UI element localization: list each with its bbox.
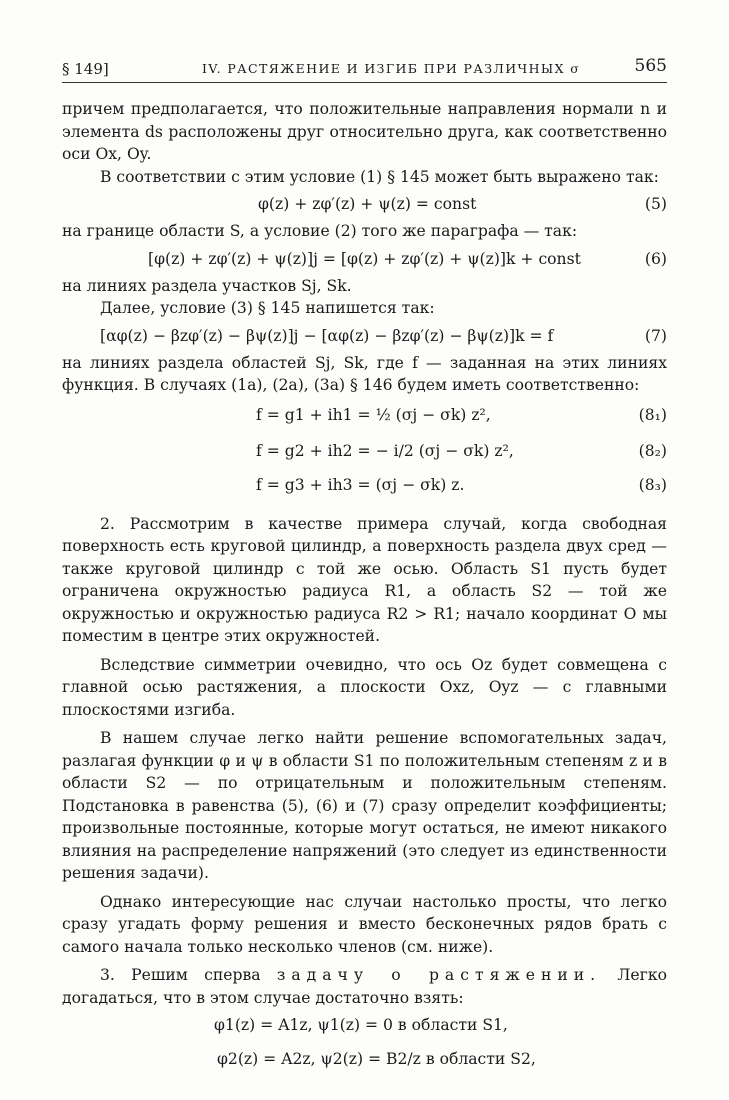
- section-reference: § 149]: [62, 60, 109, 78]
- solution-1-formula: φ1(z) = A1z, ψ1(z) = 0 в области S1,: [214, 1016, 508, 1034]
- paragraph-11: [62, 964, 667, 1009]
- equation-8-3-formula: f = g3 + ih3 = (σj − σk) z.: [256, 475, 465, 494]
- equation-8-1-formula: f = g1 + ih1 = ½ (σj − σk) z²,: [256, 405, 491, 424]
- paragraph-1: причем предполагается, что положительные направления нормали n и элемента ds расположены друг относительно друга, как соответственно оси Ox, Oy.: [62, 100, 667, 163]
- equation-5: [62, 188, 667, 220]
- equation-8-2-number: (8₂): [638, 441, 667, 460]
- paragraph-2: В соответствии с этим условие (1) § 145 может быть выражено так:: [100, 167, 659, 186]
- paragraph-5: Далее, условие (3) § 145 напишется так:: [100, 299, 435, 317]
- equation-8-3-number: (8₃): [638, 475, 667, 494]
- equation-8-3: [62, 469, 667, 501]
- paragraph-6: на линиях раздела областей Sj, Sk, где f — заданная на этих линиях функция. В случаях (1а), (2а), (3а) § 146 будем иметь соответственно:: [62, 353, 667, 394]
- page-header: [62, 56, 667, 83]
- running-title: IV. РАСТЯЖЕНИЕ И ИЗГИБ ПРИ РАЗЛИЧНЫХ σ: [202, 61, 581, 76]
- paragraph-3: на границе области S, а условие (2) того же параграфа — так:: [62, 222, 578, 240]
- paragraph-11-lead: Решим сперва: [131, 966, 261, 984]
- solution-2: [62, 1041, 667, 1077]
- equation-8-2: [62, 433, 667, 469]
- equation-6-formula: [φ(z) + zφ′(z) + ψ(z)]j = [φ(z) + zφ′(z) + ψ(z)]k + const: [148, 249, 581, 268]
- paragraph-11-rest: Легко догадаться, что в этом случае достаточно взять:: [62, 966, 667, 1007]
- page-body: [62, 98, 667, 1077]
- equation-7-formula: [αφ(z) − βzφ′(z) − βψ(z)]j − [αφ(z) − βzφ′(z) − βψ(z)]k = f: [100, 326, 554, 345]
- equation-8-2-formula: f = g2 + ih2 = − i/2 (σj − σk) z²,: [256, 441, 514, 460]
- solution-1: [62, 1009, 667, 1041]
- solution-2-formula: φ2(z) = A2z, ψ2(z) = B2/z в области S2,: [217, 1050, 536, 1068]
- equation-5-number: (5): [644, 195, 667, 213]
- item-number: 3.: [100, 966, 115, 984]
- equation-6: [62, 243, 667, 275]
- equation-7: [62, 320, 667, 352]
- equation-7-number: (7): [644, 326, 667, 345]
- paragraph-4: на линиях раздела участков Sj, Sk.: [62, 276, 352, 295]
- paragraph-7: 2. Рассмотрим в качестве примера случай, когда свободная поверхность есть круговой цилиндр, а поверхность раздела двух сред — также круговой цилиндр с той же осью. Область S1 пусть будет ограничена окружностью радиуса R1, а область S2 — той же окружностью и окружностью радиуса R2 > R1; начало координат O мы поместим в центре этих окружностей.: [62, 514, 667, 645]
- paragraph-10: Однако интересующие нас случаи настолько просты, что легко сразу угадать форму решения и вместо бесконечных рядов брать с самого начала только несколько членов (см. ниже).: [62, 892, 667, 956]
- equation-6-number: (6): [644, 249, 667, 268]
- equation-8-1-number: (8₁): [638, 405, 667, 424]
- equation-8-1: [62, 397, 667, 433]
- page-number: 565: [634, 56, 667, 76]
- spaced-emphasis: задачу о растяжении.: [276, 966, 602, 984]
- equation-5-formula: φ(z) + zφ′(z) + ψ(z) = const: [258, 195, 477, 213]
- paragraph-9: В нашем случае легко найти решение вспомогательных задач, разлагая функции φ и ψ в области S1 по положительным степеням z и в области S2 — по отрицательным и положительным степеням. Подстановка в равенства (5), (6) и (7) сразу определит коэффициенты; произвольные постоянные, которые могут остаться, не имеют никакого влияния на распределение напряжений (это следует из единственности решения задачи).: [62, 729, 667, 882]
- paragraph-8: Вследствие симметрии очевидно, что ось Oz будет совмещена с главной осью растяжения, а плоскости Oxz, Oyz — с главными плоскостями изгиба.: [62, 655, 667, 719]
